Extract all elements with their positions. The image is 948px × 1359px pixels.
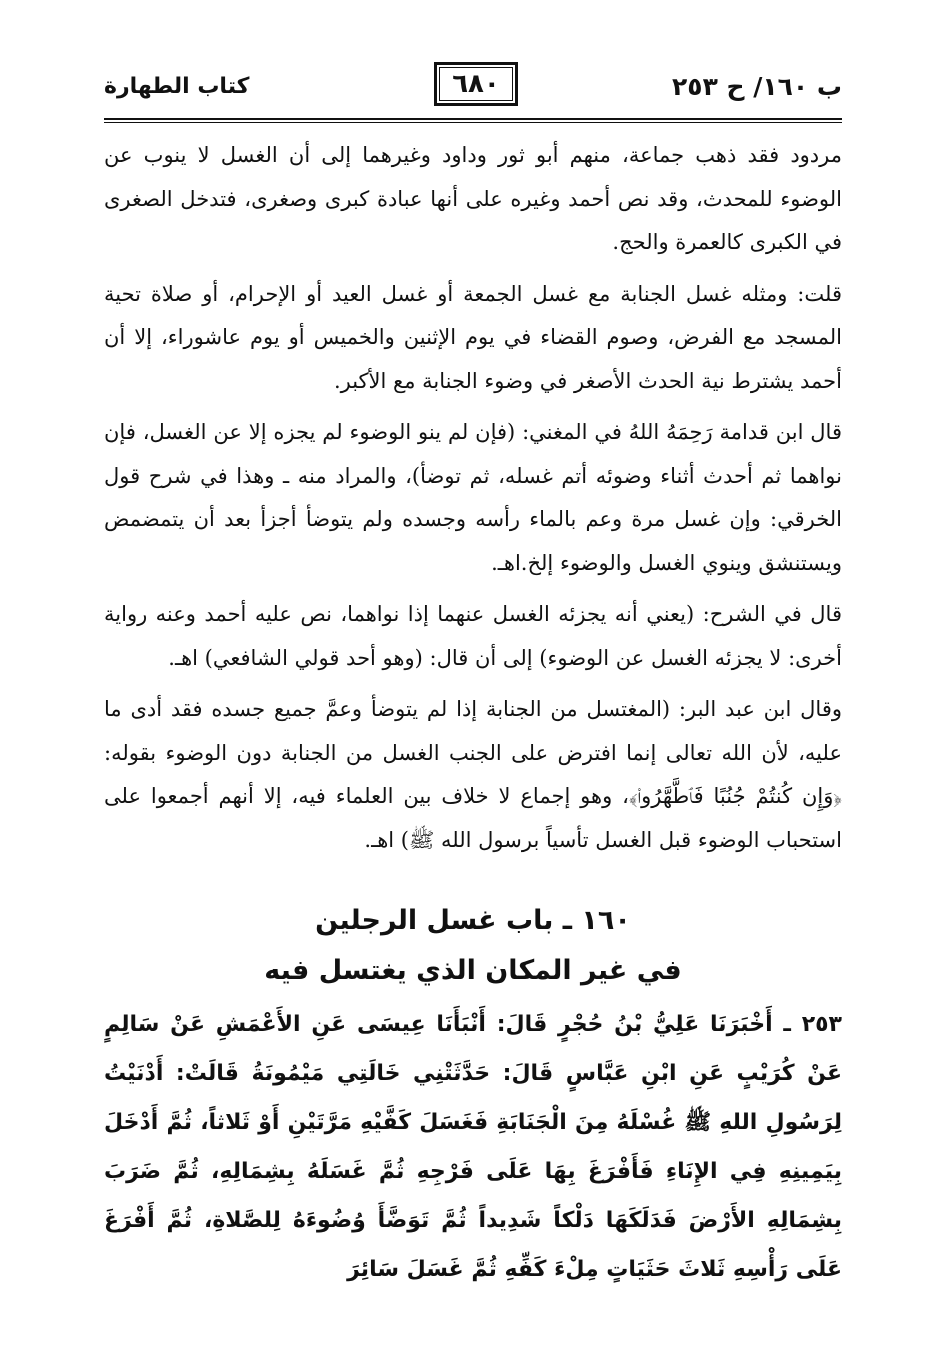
header-divider-thin [104,122,842,123]
chapter-heading-line2: في غير المكان الذي يغتسل فيه [264,955,682,986]
chapter-heading-line1: ١٦٠ ـ باب غسل الرجلين [315,905,631,936]
paragraph: قال ابن قدامة رَحِمَهُ اللهُ في المغني: (فإن لم ينو الوضوء لم يجزه إلا عن الغسل، فإن نواهما ثم أحدث أثناء وضوئه أتم غسله، ثم توضأ)، والمراد منه ـ وهذا في شرح قول الخرقي: وإن غسل مرة وعم بالماء رأسه وجسده ولم يتوضأ أجزأ بعد أن يتمضمض ويستنشق وينوي الغسل والوضوء إلخ.اهـ. [104,420,842,575]
page-number: ٦٨٠ [452,69,500,99]
book-title: كتاب الطهارة [104,74,250,99]
page-number-box [434,62,518,106]
hadith-text: ٢٥٣ ـ أَخْبَرَنَا عَلِيُّ بْنُ حُجْرٍ قَالَ: أَنْبَأَنَا عِيسَى عَنِ الأَعْمَشِ عَنْ سَالِمٍ عَنْ كُرَيْبٍ عَنِ ابْنِ عَبَّاسٍ قَالَ: حَدَّثَتْنِي خَالَتِي مَيْمُونَةُ قَالَتْ: أَدْنَيْتُ لِرَسُولِ اللهِ ﷺ غُسْلَهُ مِنَ الْجَنَابَةِ فَغَسَلَ كَفَّيْهِ مَرَّتَيْنِ أَوْ ثَلاثاً، ثُمَّ أَدْخَلَ بِيَمِينِهِ فِي الإِنَاءِ فَأَفْرَغَ بِهَا عَلَى فَرْجِهِ ثُمَّ غَسَلَهُ بِشِمَالِهِ، ثُمَّ ضَرَبَ بِشِمَالِهِ الأَرْضَ فَدَلَكَهَا دَلْكاً شَدِيداً ثُمَّ تَوَضَّأَ وُضُوءَهُ لِلصَّلاةِ، ثُمَّ أَفْرَغَ عَلَى رَأْسِهِ ثَلاثَ حَثَيَاتٍ مِلْءَ كَفِّهِ ثُمَّ غَسَلَ سَائِرَ [104,1012,842,1282]
paragraph: قلت: ومثله غسل الجنابة مع غسل الجمعة أو غسل العيد أو الإحرام، أو صلاة تحية المسجد مع الفرض، وصوم القضاء في يوم الإثنين والخميس أو يوم عاشوراء، إلا أن أحمد يشترط نية الحدث الأصغر في وضوء الجنابة مع الأكبر. [104,281,842,393]
paragraph: مردود فقد ذهب جماعة، منهم أبو ثور وداود وغيرهما إلى أن الغسل لا ينوب عن الوضوء للمحدث، وقد نص أحمد وغيره على أنها عبادة كبرى وصغرى، فتدخل الصغرى في الكبرى كالعمرة والحج. [104,143,842,254]
chapter-reference: ب ١٦٠/ ح ٢٥٣ [672,72,842,101]
paragraph: قال في الشرح: (يعني أنه يجزئه الغسل عنهما إذا نواهما، نص عليه أحمد وعنه رواية أخرى: لا يجزئه الغسل عن الوضوء) إلى أن قال: (وهو أحد قولي الشافعي) اهـ. [104,602,842,670]
page-header [104,62,842,114]
header-divider [104,118,842,120]
page-body [104,134,842,1294]
paragraph: وقال ابن عبد البر: (المغتسل من الجنابة إذا لم يتوضأ وعمَّ جميع جسده فقد أدى ما عليه، لأن الله تعالى إنما افترض على الجنب الغسل من الجنابة دون الوضوء بقوله: ﴿وَإِن كُنتُمْ جُنُبًا فَٱطَّهَّرُوا۟﴾، وهو إجماع لا خلاف بين العلماء فيه، إلا أنهم أجمعوا على استحباب الوضوء قبل الغسل تأسياً برسول الله ﷺ) اهـ. [104,697,842,852]
